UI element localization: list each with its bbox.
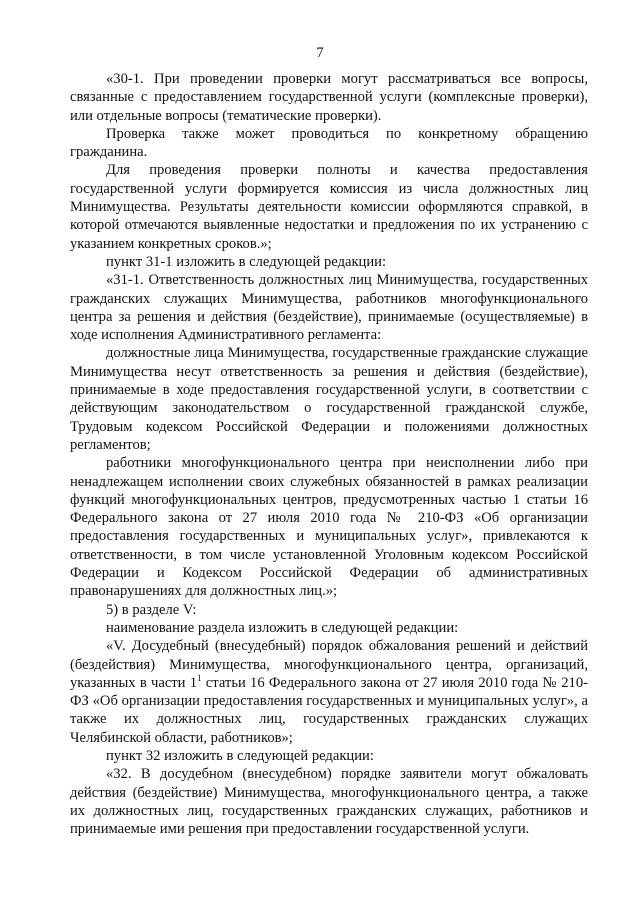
- document-body: [70, 70, 588, 838]
- paragraph: пункт 31-1 изложить в следующей редакции:: [106, 253, 387, 270]
- superscript: 1: [197, 672, 202, 683]
- paragraph: «30-1. При проведении проверки могут рассматриваться все вопросы, связанные с предоставлением государственной услуги (комплексные проверки), или отдельные вопросы (тематические проверки).: [70, 71, 588, 124]
- paragraph: Проверка также может проводиться по конкретному обращению гражданина.: [70, 125, 588, 161]
- section-v-text-part2: статьи 16 Федерального закона от 27 июля 2010 года № 210-ФЗ «Об организации предоставления государственных и муниципальных услуг», а также их должностных лиц, государственных гражданских служащих Челябинской области, работников»;: [70, 674, 588, 746]
- paragraph: должностные лица Минимущества, государственные гражданские служащие Минимущества несут ответственность за решения и действия (бездействие), принимаемые в ходе предоставления государственной услуги, в соответствии с действующим законодательством о государственной гражданской службе, Трудовым кодексом Российской Федерации и положениями должностных регламентов;: [70, 345, 588, 453]
- paragraph: «31-1. Ответственность должностных лиц Минимущества, государственных гражданских служащих Минимущества, работников многофункционального центра за решения и действия (бездействие), принимаемые (осуществляемые) в ходе исполнения Административного регламента:: [70, 272, 588, 344]
- paragraph: наименование раздела изложить в следующей редакции:: [106, 619, 459, 636]
- page-number: 7: [316, 45, 324, 61]
- paragraph: пункт 32 изложить в следующей редакции:: [106, 747, 374, 764]
- paragraph: «32. В досудебном (внесудебном) порядке заявители могут обжаловать действия (бездействие) Минимущества, многофункционального центра, а также их должностных лиц, государственных гражданских служащих, работников и принимаемые ими решения при предоставлении государственной услуги.: [70, 766, 588, 838]
- section-v-text-part1: «V. Досудебный (внесудебный) порядок обжалования решений и действий (бездействия) Минимущества, многофункционального центра, организаций, указанных в части 1: [70, 638, 588, 691]
- paragraph: 5) в разделе V:: [106, 601, 197, 618]
- paragraph: работники многофункционального центра при неисполнении либо при ненадлежащем исполнении своих служебных обязанностей в рамках реализации функций многофункциональных центров, предусмотренных частью 1 статьи 16 Федерального закона от 27 июля 2010 года № 210-ФЗ «Об организации предоставления государственных и муниципальных услуг», привлекаются к ответственности, в том числе установленной Уголовным кодексом Российской Федерации и Кодексом Российской Федерации об административных правонарушениях для должностных лиц.»;: [70, 455, 588, 600]
- paragraph: Для проведения проверки полноты и качества предоставления государственной услуги формируется комиссия из числа должностных лиц Минимущества. Результаты деятельности комиссии оформляются справкой, в которой отмечаются выявленные недостатки и предложения по их устранению с указанием конкретных сроков.»;: [70, 162, 588, 252]
- section-v-title-paragraph: [70, 637, 588, 747]
